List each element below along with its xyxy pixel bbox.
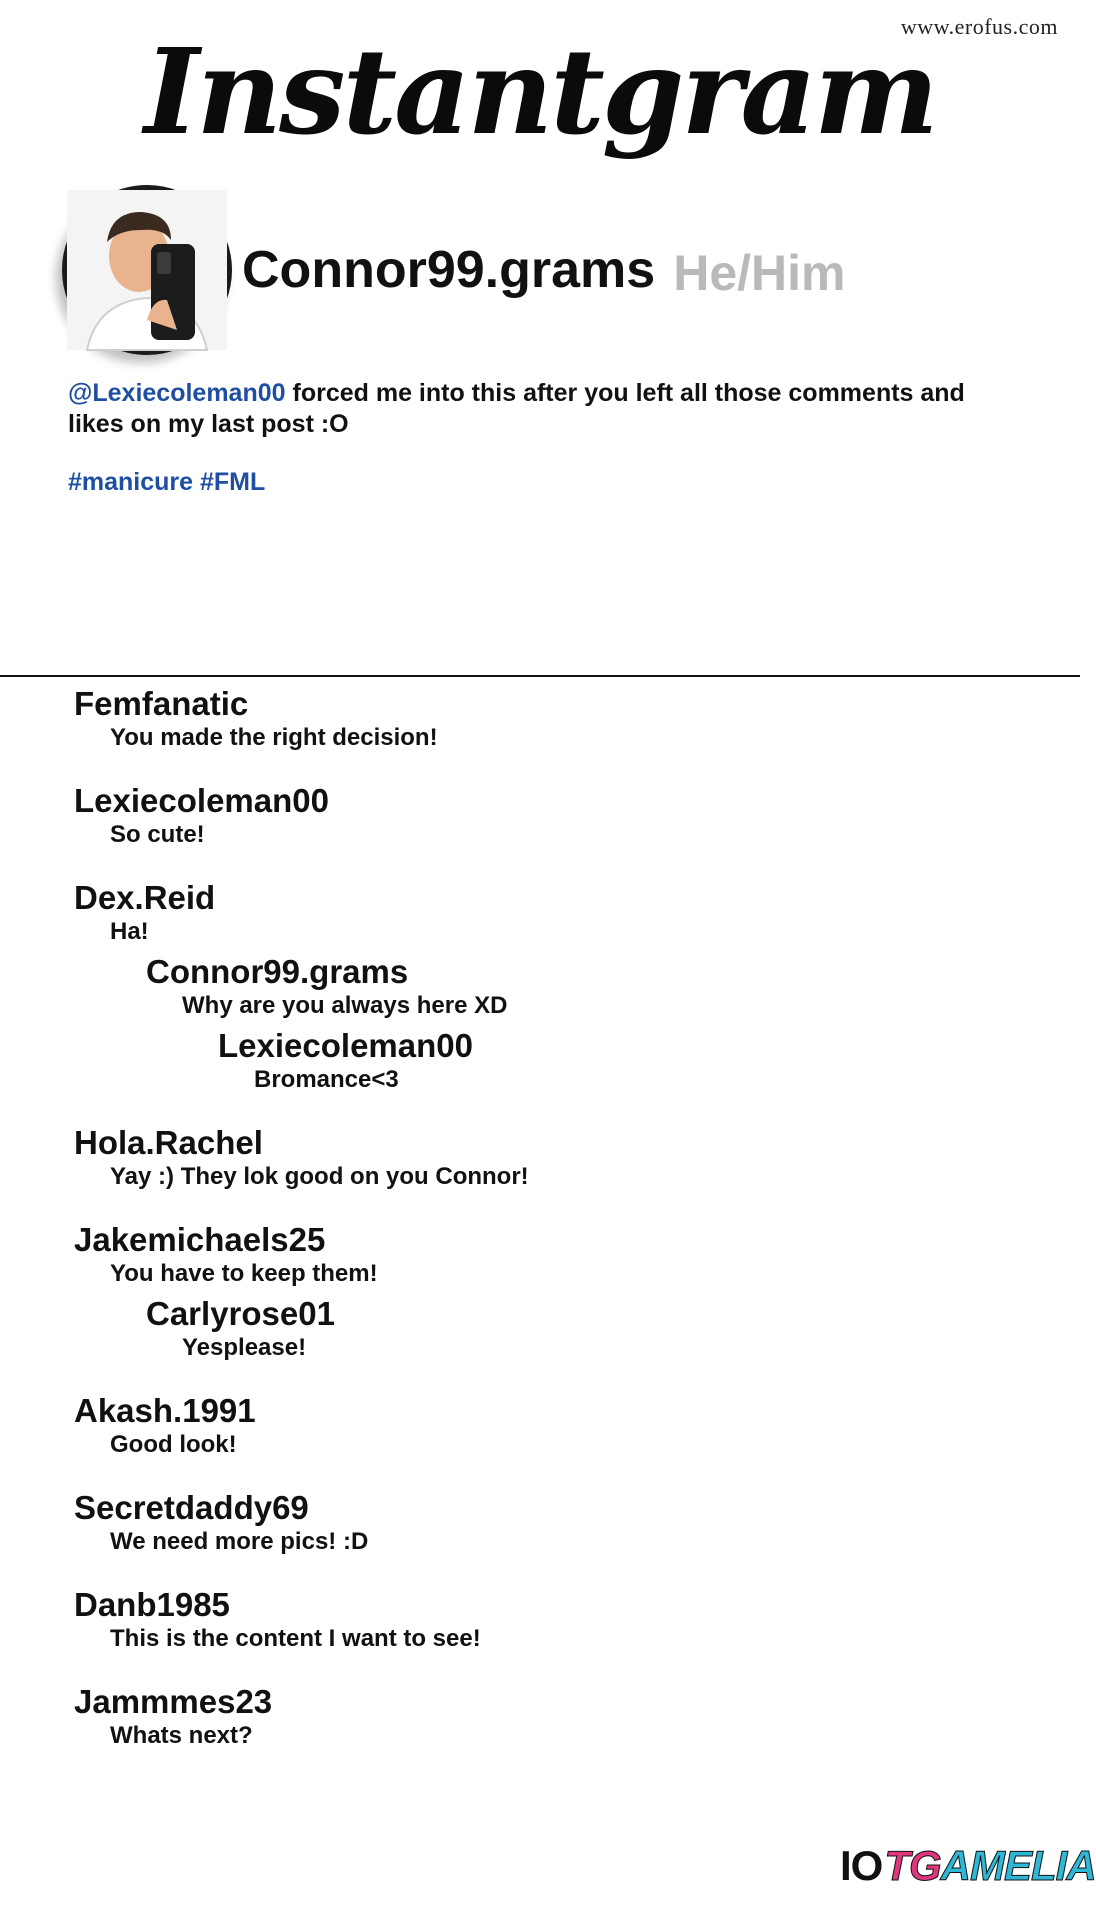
- watermark-text: www.erofus.com: [900, 14, 1058, 39]
- comment-username[interactable]: Connor99.grams: [146, 953, 409, 990]
- footer-logo-tg: TG: [884, 1842, 941, 1889]
- post-hashtags[interactable]: #manicure #FML: [68, 468, 266, 496]
- profile-header: [62, 186, 845, 354]
- comment-item: [0, 1294, 1080, 1362]
- comment-item: [0, 684, 1080, 752]
- comment-text: You made the right decision!: [110, 724, 438, 751]
- avatar[interactable]: [62, 185, 232, 355]
- comment-text: Good look!: [110, 1431, 237, 1458]
- comments-list: [0, 684, 1080, 1779]
- comment-item: [0, 1391, 1080, 1459]
- comment-username[interactable]: Akash.1991: [74, 1392, 256, 1429]
- comment-item: [0, 1026, 1080, 1094]
- profile-handle[interactable]: Connor99.grams: [242, 241, 656, 299]
- comment-item: [0, 878, 1080, 946]
- footer-logo: [840, 1842, 1096, 1890]
- comment-item: [0, 1123, 1080, 1191]
- comment-username[interactable]: Hola.Rachel: [74, 1124, 263, 1161]
- comment-text: Ha!: [110, 918, 149, 945]
- comment-text: Whats next?: [110, 1722, 253, 1749]
- comment-text: Why are you always here XD: [182, 992, 508, 1019]
- comment-username[interactable]: Dex.Reid: [74, 879, 216, 916]
- comment-item: [0, 952, 1080, 1020]
- comment-item: [0, 1585, 1080, 1653]
- comment-text: This is the content I want to see!: [110, 1625, 481, 1652]
- comment-item: [0, 1220, 1080, 1288]
- comment-text: Bromance<3: [254, 1066, 399, 1093]
- comment-username[interactable]: Femfanatic: [74, 685, 249, 722]
- comment-username[interactable]: Jakemichaels25: [74, 1221, 326, 1258]
- comment-text: Yesplease!: [182, 1334, 307, 1361]
- comment-item: [0, 1488, 1080, 1556]
- caption-text: forced me into this after you left all those comments and likes on my last post :O: [68, 379, 965, 438]
- footer-logo-amelia: AMELIA: [940, 1842, 1096, 1889]
- footer-logo-io: IO: [840, 1842, 883, 1889]
- comment-username[interactable]: Danb1985: [74, 1586, 230, 1623]
- comment-text: You have to keep them!: [110, 1260, 378, 1287]
- comment-item: [0, 781, 1080, 849]
- comment-text: Yay :) They lok good on you Connor!: [110, 1163, 529, 1190]
- comment-item: [0, 1682, 1080, 1750]
- comment-username[interactable]: Jammmes23: [74, 1683, 273, 1720]
- comment-text: So cute!: [110, 821, 205, 848]
- comments-divider: [0, 675, 1080, 677]
- comment-username[interactable]: Lexiecoleman00: [218, 1027, 473, 1064]
- profile-photo-icon: [67, 190, 227, 350]
- comment-username[interactable]: Lexiecoleman00: [74, 782, 329, 819]
- app-logo: Instantgram: [144, 22, 936, 161]
- post-caption: [68, 378, 968, 440]
- comment-username[interactable]: Secretdaddy69: [74, 1489, 309, 1526]
- comment-text: We need more pics! :D: [110, 1528, 369, 1555]
- caption-mention-link[interactable]: @Lexiecoleman00: [68, 379, 286, 407]
- profile-pronouns: He/Him: [673, 245, 846, 301]
- comment-username[interactable]: Carlyrose01: [146, 1295, 335, 1332]
